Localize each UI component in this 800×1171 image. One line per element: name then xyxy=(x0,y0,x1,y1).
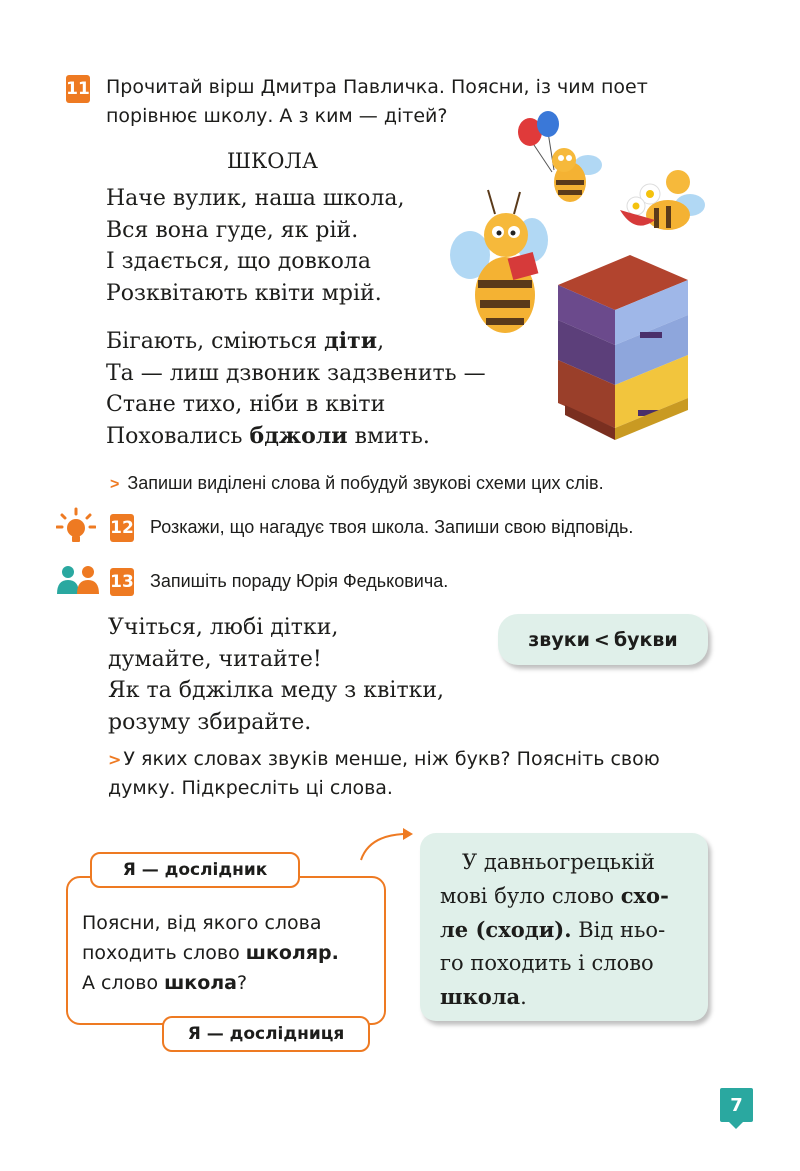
task-11-line2: порівнює школу. А з ким — дітей? xyxy=(106,105,448,127)
poem-line: Стане тихо, ніби в квіти xyxy=(106,392,386,417)
task-11-line1: Прочитай вірш Дмитра Павличка. Поясни, із чим поет xyxy=(106,76,648,98)
task-13-question: > У яких словах звуків менше, ніж букв? Поясніть свою думку. Підкресліть ці слова. xyxy=(108,748,660,799)
poem-title: ШКОЛА xyxy=(227,149,318,173)
task-13-poem xyxy=(108,612,444,738)
poem-line: Учіться, любі дітки, xyxy=(108,615,339,640)
poem-line: Як та бджілка меду з квітки, xyxy=(108,678,445,703)
bees-hive-illustration xyxy=(440,110,710,455)
poem-line: І здається, що довкола xyxy=(106,249,371,274)
poem-line: Наче вулик, наша школа, xyxy=(106,186,405,211)
poem-stanza-2 xyxy=(106,326,486,452)
poem-line: Бігають, сміються діти, xyxy=(106,328,385,354)
task-number-11: 11 xyxy=(66,75,90,103)
researcher-label-bottom: Я — дослідниця xyxy=(162,1016,370,1052)
task-12-text: Розкажи, що нагадує твоя школа. Запиши свою відповідь. xyxy=(150,517,634,537)
poem-line: Розквітають квіти мрій. xyxy=(106,280,382,306)
page-number-tail-icon xyxy=(728,1121,744,1129)
poem-line: думайте, читайте! xyxy=(108,646,322,672)
bee-with-flowers-icon xyxy=(620,170,705,230)
beehive-icon xyxy=(558,255,688,440)
curved-arrow-icon xyxy=(355,822,415,864)
highlighted-word: діти xyxy=(324,328,378,354)
poem-line: Вся вона гуде, як рій. xyxy=(106,217,359,243)
poem-line: Та — лиш дзвоник задзвенить — xyxy=(106,360,486,386)
flying-bee-icon xyxy=(552,148,602,202)
chevron-right-icon: > xyxy=(110,476,120,493)
poem-line: розуму збирайте. xyxy=(108,709,312,735)
pair-work-icon xyxy=(56,565,100,595)
poem-line: Поховались бджоли вмить. xyxy=(106,422,430,449)
task-number-12: 12 xyxy=(110,514,134,542)
poem-stanza-1 xyxy=(106,183,404,309)
task-13-text: Запишіть пораду Юрія Федьковича. xyxy=(150,571,449,591)
lightbulb-icon xyxy=(56,507,96,547)
reading-bee-icon xyxy=(450,190,548,333)
page-number: 7 xyxy=(720,1088,753,1122)
chevron-right-icon: > xyxy=(108,750,122,769)
researcher-label-top: Я — дослідник xyxy=(90,852,300,888)
task-11-instruction: > Запиши виділені слова й побудуй звукові схеми цих слів. xyxy=(110,473,604,493)
info-text: У давньогрецькій мові було слово схо- ле (сходи). Від ньо- го походить і слово школа. xyxy=(440,850,669,1009)
hint-callout: звуки < букви xyxy=(498,614,708,665)
researcher-question: Поясни, від якого слова походить слово школяр. А слово школа? xyxy=(82,912,339,994)
highlighted-word: бджоли xyxy=(249,422,348,449)
task-number-13: 13 xyxy=(110,568,134,596)
